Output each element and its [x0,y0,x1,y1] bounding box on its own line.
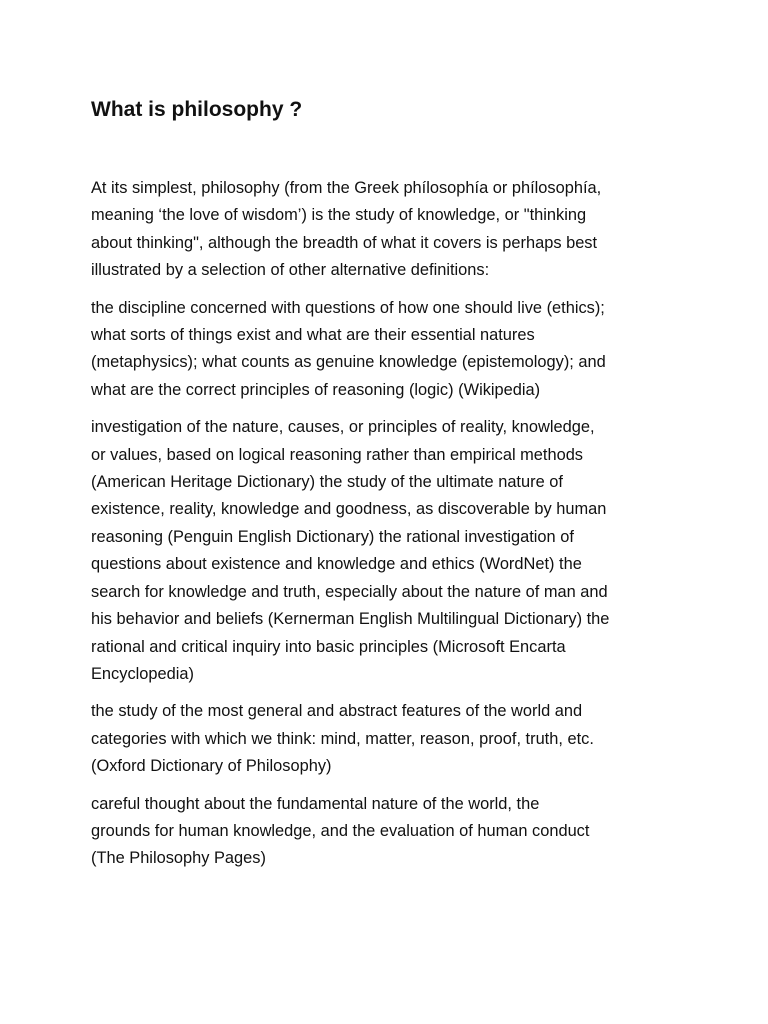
text-line: search for knowledge and truth, especially about the nature of man and [91,582,608,601]
text-line: rational and critical inquiry into basic principles (Microsoft Encarta [91,637,566,656]
text-line: categories with which we think: mind, matter, reason, proof, truth, etc. [91,729,594,748]
text-line: (metaphysics); what counts as genuine knowledge (epistemology); and [91,353,606,372]
text-line: careful thought about the fundamental nature of the world, the [91,794,540,813]
text-line: existence, reality, knowledge and goodness, as discoverable by human [91,500,607,519]
document-body [91,175,691,883]
paragraph-intro [91,175,691,285]
text-line: what sorts of things exist and what are their essential natures [91,326,535,345]
text-line: (American Heritage Dictionary) the study of the ultimate nature of [91,473,563,492]
paragraph-definition-dictionaries [91,414,691,688]
text-line: questions about existence and knowledge and ethics (WordNet) the [91,555,582,574]
text-line: (Oxford Dictionary of Philosophy) [91,757,332,776]
text-line: about thinking", although the breadth of what it covers is perhaps best [91,233,598,252]
text-line: reasoning (Penguin English Dictionary) the rational investigation of [91,527,574,546]
text-line: or values, based on logical reasoning rather than empirical methods [91,445,583,464]
text-line: (The Philosophy Pages) [91,849,266,868]
text-line: meaning ‘the love of wisdom’) is the study of knowledge, or "thinking [91,206,587,225]
paragraph-definition-wikipedia [91,295,691,405]
text-line: the discipline concerned with questions of how one should live (ethics); [91,298,605,317]
text-line: investigation of the nature, causes, or principles of reality, knowledge, [91,418,595,437]
paragraph-definition-oxford [91,698,691,780]
text-line: his behavior and beliefs (Kernerman English Multilingual Dictionary) the [91,610,610,629]
text-line: grounds for human knowledge, and the evaluation of human conduct [91,821,590,840]
text-line: illustrated by a selection of other alternative definitions: [91,261,490,280]
text-line: the study of the most general and abstract features of the world and [91,702,583,721]
page-title: What is philosophy ? [91,98,303,121]
text-line: At its simplest, philosophy (from the Greek phílosophía or phílosophía, [91,179,602,197]
paragraph-definition-philosophy-pages [91,791,691,873]
text-line: what are the correct principles of reasoning (logic) (Wikipedia) [91,380,541,399]
text-line: Encyclopedia) [91,664,194,683]
